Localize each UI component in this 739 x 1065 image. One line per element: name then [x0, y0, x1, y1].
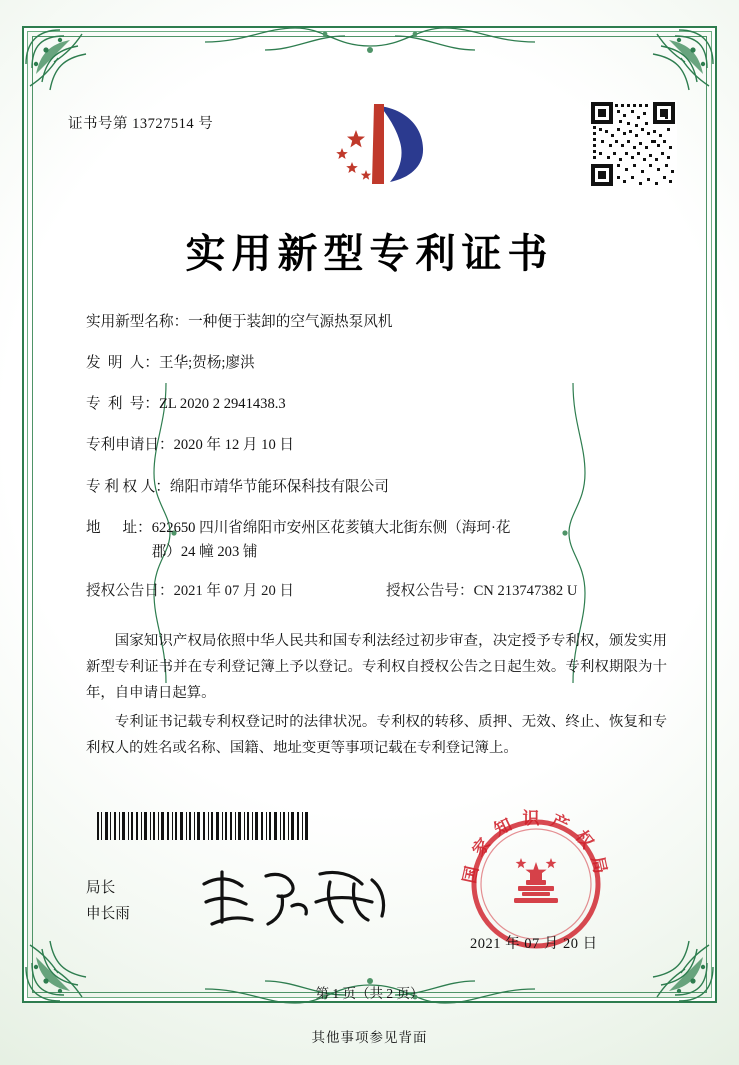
back-side-note: 其他事项参见背面: [311, 1030, 428, 1045]
page-indicator: 第 1 页（共 2 页）: [315, 986, 424, 1001]
director-label: 局长: [86, 880, 116, 896]
field-label-address: 地 址：: [86, 519, 152, 536]
edge-ornament-top: [205, 20, 535, 60]
barcode: [97, 812, 309, 840]
grant-date-value: 2021 年 07 月 20 日: [173, 583, 294, 600]
seal-date: 2021 年 07 月 20 日: [470, 936, 598, 952]
legal-paragraph-2: 专利证书记载专利权登记时的法律状况。专利权的转移、质押、无效、终止、恢复和专利权人的姓名或名称、国籍、地址变更等事项记载在专利登记簿上。: [86, 713, 667, 756]
field-label: 专 利 号：: [86, 396, 159, 413]
field-value: 2020 年 12 月 10 日: [173, 437, 294, 454]
field-list: [86, 312, 669, 618]
certificate-number: 证书号第 13727514 号: [68, 116, 214, 132]
address-line-1: 622650 四川省绵阳市安州区花荄镇大北街东侧（海珂·花: [151, 519, 511, 536]
field-value: 一种便于装卸的空气源热泵风机: [188, 314, 393, 330]
page-title: 实用新型专利证书: [185, 231, 554, 276]
director-name: 申长雨: [86, 905, 130, 922]
field-row-patent-number: [86, 394, 669, 415]
field-row-patentee: [86, 477, 669, 498]
grant-date-label: 授权公告日：: [86, 583, 174, 600]
grant-row: [86, 581, 669, 602]
field-row-address: [86, 518, 669, 563]
field-row-utility-model-name: [86, 312, 669, 333]
legal-paragraph-1: 国家知识产权局依照中华人民共和国专利法经过初步审查，决定授予专利权，颁发实用新型专利证书并在专利登记簿上予以登记。专利权自授权公告之日起生效。专利权期限为十年，自申请日起算。: [86, 633, 667, 702]
field-label: 发 明 人：: [86, 355, 159, 372]
field-label: 专 利 权 人：: [86, 478, 170, 495]
grant-number-label: 授权公告号：: [386, 583, 474, 600]
svg-text:国家知识产权局: 国家知识产权局: [459, 809, 613, 886]
handwritten-signature: [196, 862, 396, 936]
field-label: 实用新型名称：: [86, 314, 189, 330]
field-value: ZL 2020 2 2941438.3: [158, 396, 286, 413]
field-label: 专利申请日：: [86, 437, 174, 454]
grant-number-value: CN 213747382 U: [473, 583, 578, 600]
qr-code: [589, 100, 677, 188]
address-line-2: 郡）24 幢 203 铺: [151, 543, 258, 560]
signature-labels: [86, 876, 130, 927]
field-row-inventors: [86, 353, 669, 374]
legal-text: [86, 628, 667, 763]
field-value: 王华;贺杨;廖洪: [158, 355, 255, 372]
cnipa-logo-icon: [322, 96, 432, 192]
field-row-application-date: [86, 435, 669, 456]
field-value: 绵阳市靖华节能环保科技有限公司: [169, 478, 389, 495]
